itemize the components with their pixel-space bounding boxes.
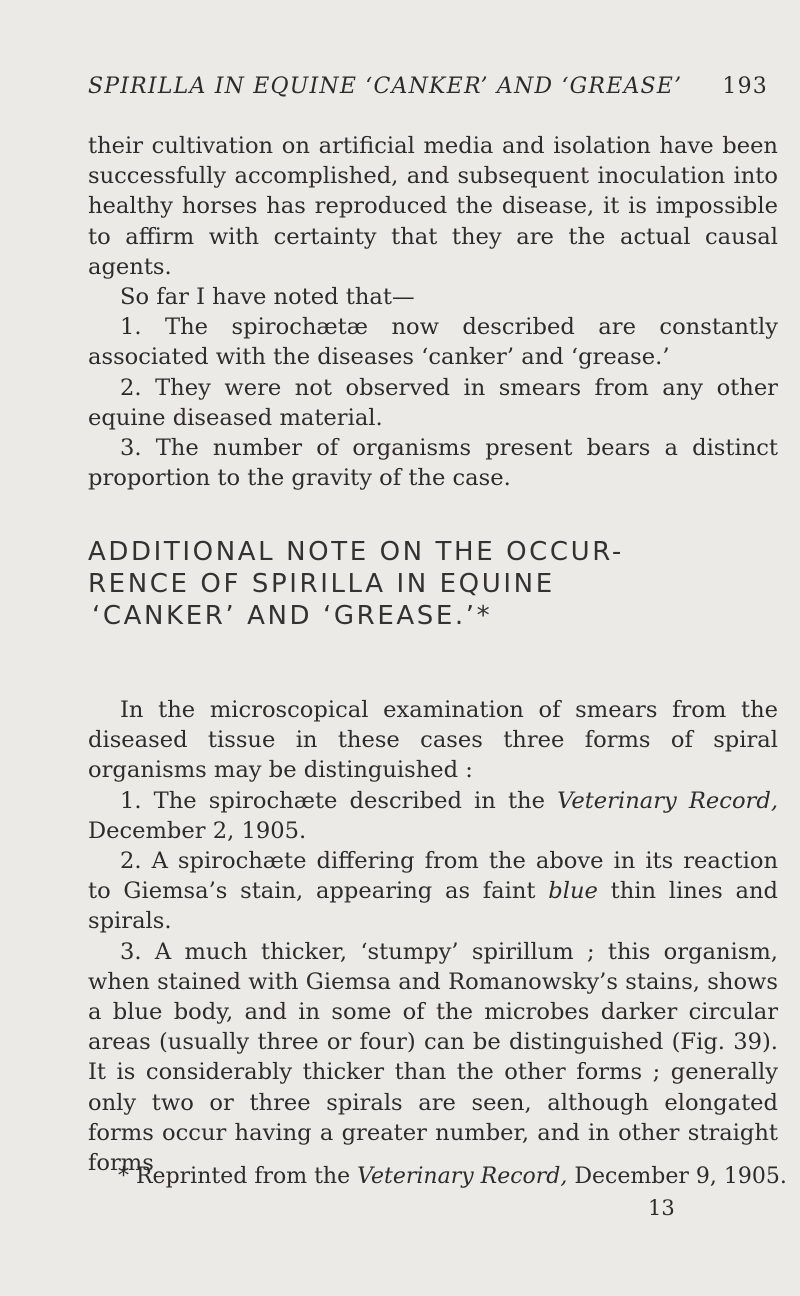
running-head-title: SPIRILLA IN EQUINE ‘CANKER’ AND ‘GREASE’ bbox=[88, 74, 683, 99]
form-item-2 bbox=[88, 846, 778, 937]
signature-mark: 13 bbox=[648, 1196, 675, 1220]
page-number: 193 bbox=[722, 74, 768, 99]
form-item-1-date: December 2, 1905. bbox=[88, 817, 307, 844]
body-text-top bbox=[88, 131, 778, 493]
paragraph-intro: In the microscopical examination of smears from the diseased tissue in these cases three forms of spiral organisms may be distinguished : bbox=[88, 697, 778, 784]
form-item-1 bbox=[88, 786, 778, 846]
paragraph-continuation: their cultivation on artificial media and isolation have been successfully accomplished, and subsequent inoculation into healthy horses has reproduced the disease, it is impossible to affirm with certainty that they are the actual causal agents. bbox=[88, 133, 778, 280]
footnote-text: * Reprinted from the bbox=[118, 1164, 358, 1189]
running-head bbox=[88, 74, 768, 99]
form-item-1-text: 1. The spirochæte described in the bbox=[120, 787, 558, 814]
footnote-date: December 9, 1905. bbox=[567, 1164, 787, 1189]
body-text-bottom bbox=[88, 695, 778, 1178]
heading-line-3: ‘CANKER’ AND ‘GREASE.’* bbox=[92, 601, 493, 631]
list-item-3: 3. The number of organisms present bears a distinct proportion to the gravity of the case. bbox=[88, 435, 778, 492]
footnote-journal: Veterinary Record, bbox=[357, 1164, 568, 1189]
form-item-2-end: thin lines and spirals. bbox=[88, 878, 778, 935]
list-item-2: 2. They were not observed in smears from any other equine diseased material. bbox=[88, 374, 778, 431]
form-item-2-text: 2. A spirochæte differing from the above in its reaction to Giemsa’s stain, appearing as faint bbox=[88, 848, 778, 905]
paragraph-so-far: So far I have noted that— bbox=[120, 284, 415, 311]
heading-line-1: ADDITIONAL NOTE ON THE OCCUR- bbox=[88, 537, 624, 567]
section-heading bbox=[88, 536, 778, 632]
list-item-1: 1. The spirochætæ now described are constantly associated with the diseases ‘canker’ and ‘grease.’ bbox=[88, 314, 778, 371]
form-item-3: 3. A much thicker, ‘stumpy’ spirillum ; this organism, when stained with Giemsa and Romanowsky’s stains, shows a blue body, and in some of the microbes darker circular areas (usually three or four) can be distinguished (Fig. 39). It is considerably thicker than the other forms ; generally only two or three spirals are seen, although elongated forms occur having a greater number, and in other straight forms bbox=[88, 938, 778, 1177]
footnote bbox=[118, 1164, 787, 1189]
heading-line-2: RENCE OF SPIRILLA IN EQUINE bbox=[88, 569, 555, 599]
journal-title: Veterinary Record, bbox=[557, 787, 778, 814]
emphasis-blue: blue bbox=[548, 878, 598, 905]
